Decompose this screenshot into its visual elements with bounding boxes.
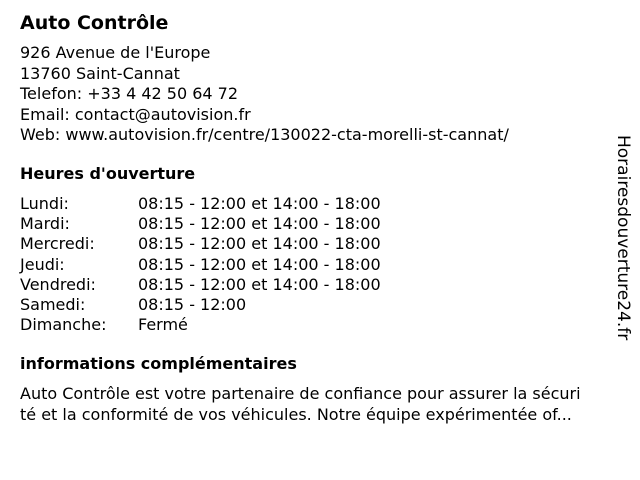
day-label: Jeudi:	[20, 254, 65, 274]
day-label: Mercredi:	[20, 234, 95, 254]
time-value: 08:15 - 12:00 et 14:00 - 18:00	[138, 214, 381, 234]
time-value: 08:15 - 12:00	[138, 294, 247, 314]
address-street: 926 Avenue de l'Europe	[20, 43, 211, 62]
email-address: Email: contact@autovision.fr	[20, 104, 251, 124]
website-url: Web: www.autovision.fr/centre/130022-cta-morelli-st-cannat/	[20, 125, 509, 144]
hours-row-monday	[20, 194, 440, 214]
phone-number: Telefon: +33 4 42 50 64 72	[20, 84, 239, 103]
time-value: 08:15 - 12:00 et 14:00 - 18:00	[138, 254, 381, 274]
hours-row-wednesday	[20, 234, 440, 254]
hours-row-friday	[20, 275, 440, 295]
day-label: Vendredi:	[20, 274, 96, 294]
day-label: Mardi:	[20, 214, 70, 234]
contact-block	[20, 43, 509, 146]
day-label: Lundi:	[20, 194, 69, 213]
hours-heading: Heures d'ouverture	[20, 164, 196, 183]
time-value: Fermé	[138, 315, 188, 335]
day-label: Dimanche:	[20, 315, 107, 335]
time-value: 08:15 - 12:00 et 14:00 - 18:00	[138, 274, 381, 294]
description-line: té et la conformité de vos véhicules. Notre équipe expérimentée of...	[20, 405, 572, 424]
opening-hours-table	[20, 194, 440, 335]
watermark-text: Horairesdouverture24.fr	[613, 135, 633, 341]
hours-row-tuesday	[20, 214, 440, 234]
info-description	[20, 383, 620, 425]
description-line: Auto Contrôle est votre partenaire de confiance pour assurer la sécuri	[20, 384, 581, 403]
day-label: Samedi:	[20, 294, 86, 314]
address-city: 13760 Saint-Cannat	[20, 63, 180, 83]
business-name: Auto Contrôle	[20, 12, 169, 34]
hours-row-sunday	[20, 315, 440, 335]
time-value: 08:15 - 12:00 et 14:00 - 18:00	[138, 194, 381, 213]
hours-row-saturday	[20, 295, 440, 315]
time-value: 08:15 - 12:00 et 14:00 - 18:00	[138, 234, 381, 254]
info-heading: informations complémentaires	[20, 354, 297, 373]
hours-row-thursday	[20, 255, 440, 275]
